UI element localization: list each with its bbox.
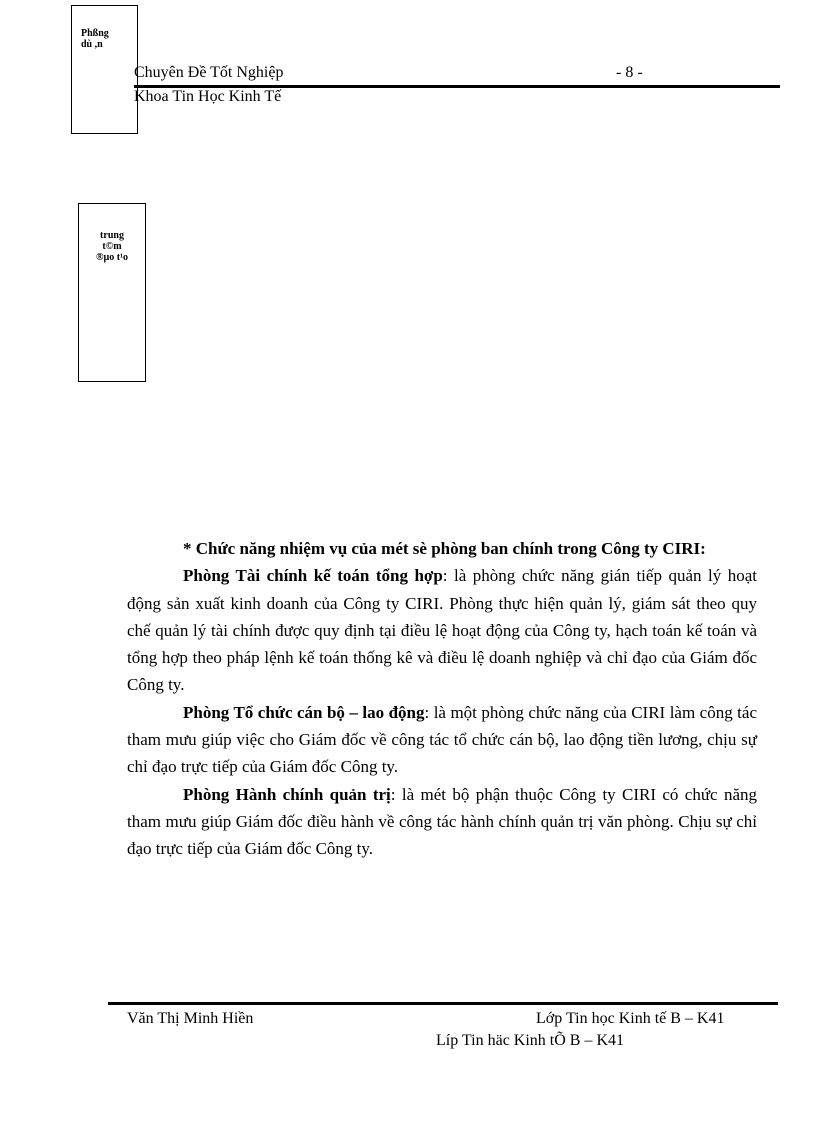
page-number: - 8 - (616, 64, 643, 81)
header-thesis-title: Chuyên Đề Tốt Nghiệp (134, 64, 284, 81)
footer-class: Lớp Tin học Kinh tế B – K41 (536, 1010, 725, 1027)
footer-divider (108, 1002, 778, 1005)
dept-description: : là mét bộ phận thuộc Công ty CIRI có chức năng tham mưu giúp Giám đốc điều hành về công tác hành chính quản trị văn phòng. Chịu sự chỉ đạo trực tiếp của Giám đốc Công ty. (127, 784, 757, 859)
dept-description: : là một phòng chức năng của CIRI làm công tác tham mưu giúp việc cho Giám đốc về công tác tổ chức cán bộ, lao động tiền lương, chịu sự chỉ đạo trực tiếp của Giám đốc Công ty. (127, 702, 757, 777)
org-chart-box-label: trung t©m ®µo t¹o (95, 230, 129, 263)
paragraph-finance (127, 562, 757, 698)
paragraph-personnel (127, 699, 757, 781)
dept-description: : là phòng chức năng gián tiếp quản lý hoạt động sản xuất kinh doanh của Công ty CIRI. Phòng thực hiện quản lý, giám sát theo quy chế quản lý tài chính được quy định tại điều lệ hoạt động của Công ty, hạch toán kế toán và tổng hợp theo pháp lệnh kế toán thống kê và điều lệ doanh nghiệp và chỉ đạo của Giám đốc Công ty. (127, 566, 758, 695)
document-body (127, 535, 757, 863)
footer-author: Văn Thị Minh Hiền (127, 1010, 254, 1027)
section-heading: * Chức năng nhiệm vụ của mét sè phòng ban chính trong Công ty CIRI: (183, 539, 706, 558)
org-chart-box-project-dept (71, 5, 138, 134)
dept-title: Phòng Tổ chức cán bộ – lao động (183, 702, 425, 722)
dept-title: Phòng Tài chính kế toán tổng hợp (183, 566, 443, 586)
dept-title: Phòng Hành chính quản trị (183, 784, 391, 804)
org-chart-box-training-center (78, 203, 146, 382)
header-divider (134, 85, 780, 88)
org-chart-box-label: Phßng dù ,n (81, 28, 109, 50)
header-faculty: Khoa Tin Học Kinh Tế (134, 88, 282, 105)
paragraph-admin (127, 781, 757, 863)
footer-class-legacy: Líp Tin häc Kinh tÕ B – K41 (436, 1032, 625, 1049)
